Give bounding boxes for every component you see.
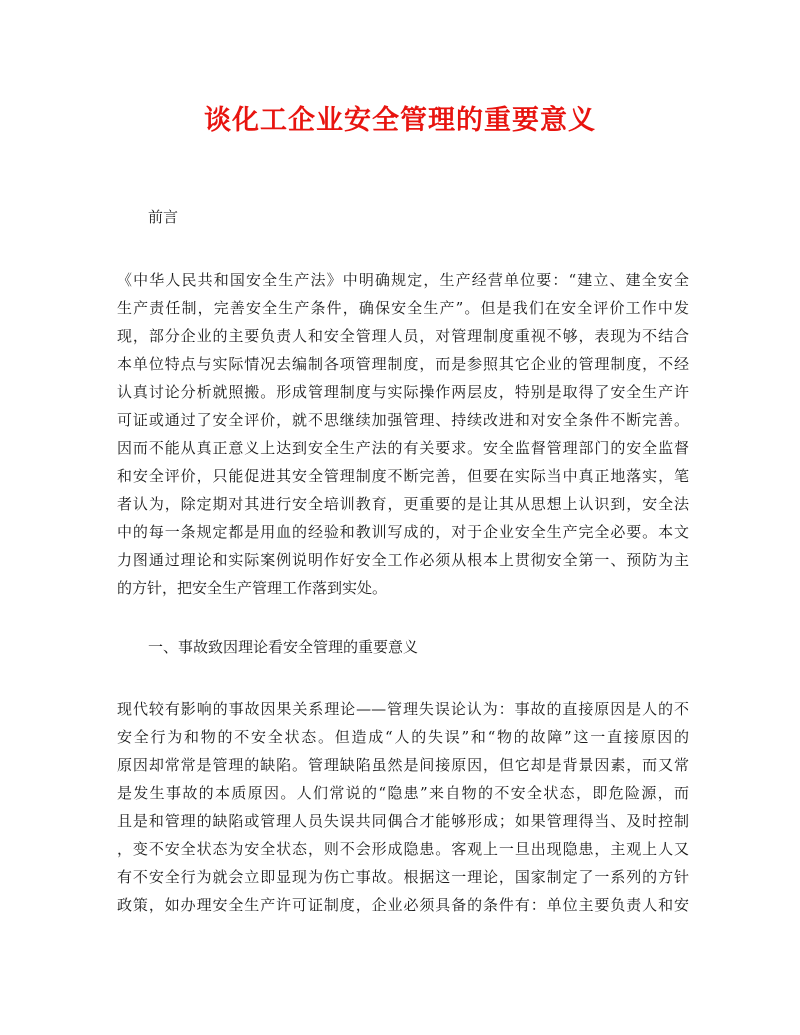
paragraph-line: 本单位特点与实际情况去编制各项管理制度，而是参照其它企业的管理制度，不经 bbox=[117, 355, 689, 373]
paragraph-line: 认真讨论分析就照搬。形成管理制度与实际操作两层皮，特别是取得了安全生产许 bbox=[117, 383, 689, 401]
document-title: 谈化工企业安全管理的重要意义 bbox=[204, 105, 596, 136]
paragraph-line: 《中华人民共和国安全生产法》中明确规定，生产经营单位要：“建立、建全安全 bbox=[117, 271, 689, 289]
paragraph-line: 的方针，把安全生产管理工作落到实处。 bbox=[117, 579, 388, 597]
paragraph-line: 且是和管理的缺陷或管理人员失误共同偶合才能够形成；如果管理得当、及时控制 bbox=[117, 812, 689, 830]
paragraph-line: 可证或通过了安全评价，就不思继续加强管理、持续改进和对安全条件不断完善。 bbox=[117, 411, 689, 429]
paragraph-line: 和安全评价，只能促进其安全管理制度不断完善，但要在实际当中真正地落实，笔 bbox=[117, 467, 689, 485]
paragraph-line: 现代较有影响的事故因果关系理论——管理失误论认为：事故的直接原因是人的不 bbox=[117, 700, 689, 718]
paragraph-line: 安全行为和物的不安全状态。但造成“人的失误”和“物的故障”这一直接原因的 bbox=[117, 728, 689, 746]
paragraph-line: 力图通过理论和实际案例说明作好安全工作必须从根本上贯彻安全第一、预防为主 bbox=[117, 551, 689, 569]
paragraph-preface bbox=[117, 266, 689, 602]
paragraph-line: 有不安全行为就会立即显现为伤亡事故。根据这一理论，国家制定了一系列的方针 bbox=[117, 868, 689, 886]
paragraph-line: 因而不能从真正意义上达到安全生产法的有关要求。安全监督管理部门的安全监督 bbox=[117, 439, 689, 457]
paragraph-line: 中的每一条规定都是用血的经验和教训写成的，对于企业安全生产完全必要。本文 bbox=[117, 523, 689, 541]
paragraph-line: ，变不安全状态为安全状态，则不会形成隐患。客观上一旦出现隐患，主观上人又 bbox=[117, 840, 689, 858]
paragraph-section1 bbox=[117, 695, 689, 919]
paragraph-line: 原因却常常是管理的缺陷。管理缺陷虽然是间接原因，但它却是背景因素，而又常 bbox=[117, 756, 689, 774]
preface-heading: 前言 bbox=[148, 208, 179, 226]
paragraph-line: 是发生事故的本质原因。人们常说的“隐患”来自物的不安全状态，即危险源，而 bbox=[117, 784, 689, 802]
paragraph-line: 生产责任制，完善安全生产条件，确保安全生产”。但是我们在安全评价工作中发 bbox=[117, 299, 689, 317]
paragraph-line: 现，部分企业的主要负责人和安全管理人员，对管理制度重视不够，表现为不结合 bbox=[117, 327, 689, 345]
paragraph-line: 政策，如办理安全生产许可证制度，企业必须具备的条件有：单位主要负责人和安 bbox=[117, 896, 689, 914]
paragraph-line: 者认为，除定期对其进行安全培训教育，更重要的是让其从思想上认识到，安全法 bbox=[117, 495, 689, 513]
section-heading: 一、事故致因理论看安全管理的重要意义 bbox=[148, 638, 419, 656]
